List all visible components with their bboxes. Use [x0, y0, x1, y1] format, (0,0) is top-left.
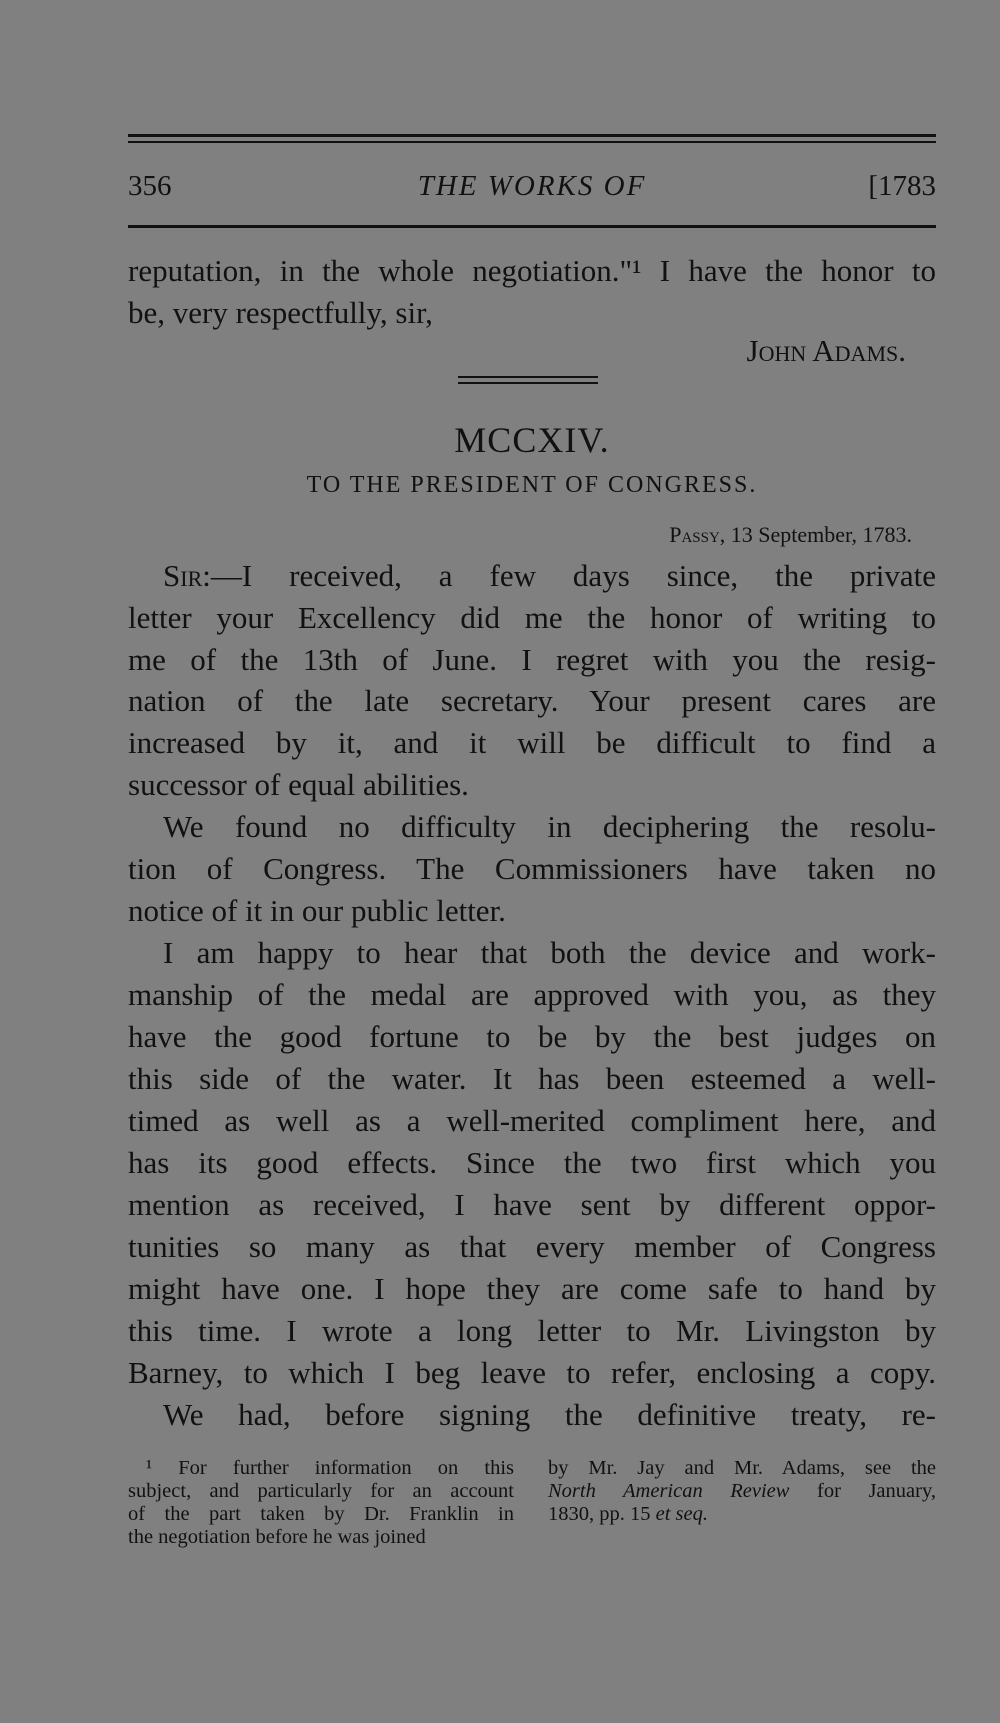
footnote-line: by Mr. Jay and Mr. Adams, see the: [548, 1457, 936, 1479]
section-divider: [458, 376, 598, 378]
text-line: increased by it, and it will be difficult to find a: [128, 725, 936, 760]
journal-title: North American Review: [548, 1480, 790, 1502]
dateline: [128, 520, 912, 550]
top-rule-thick: [128, 134, 936, 137]
text-line: tion of Congress. The Commissioners have taken no: [128, 851, 936, 886]
text-line: We had, before signing the definitive treaty, re-: [163, 1397, 936, 1432]
text-line: I am happy to hear that both the device and work-: [163, 935, 936, 970]
footnote-text: 1830, pp. 15: [548, 1503, 656, 1525]
text-line: notice of it in our public letter.: [128, 893, 506, 928]
text-line: tunities so many as that every member of Congress: [128, 1229, 936, 1264]
footnote-text: for January,: [789, 1480, 936, 1502]
salutation: Sir: [163, 558, 203, 593]
footnote-line: [548, 1480, 936, 1503]
text-line: successor of equal abilities.: [128, 767, 469, 802]
text-line: We found no difficulty in deciphering the resolu-: [163, 809, 936, 844]
dateline-place: Passy,: [669, 522, 726, 547]
text-line: letter your Excellency did me the honor of writing to: [128, 600, 936, 635]
footnote-italic: et seq.: [655, 1503, 708, 1525]
text-line: mention as received, I have sent by different oppor-: [128, 1187, 936, 1222]
section-divider: [458, 382, 598, 384]
footnote-left-column: [128, 1457, 514, 1549]
footnote-line: ¹ For further information on this: [146, 1457, 514, 1479]
text-line: me of the 13th of June. I regret with you the resig-: [128, 642, 936, 677]
text-line: nation of the late secretary. Your present cares are: [128, 683, 936, 718]
text-line: [128, 555, 936, 597]
text-line: Barney, to which I beg leave to refer, enclosing a copy.: [128, 1355, 936, 1390]
text-line: might have one. I hope they are come safe to hand by: [128, 1271, 936, 1306]
dateline-date: 13 September, 1783.: [730, 522, 912, 547]
text-line: this side of the water. It has been esteemed a well-: [128, 1061, 936, 1096]
text-line: reputation, in the whole negotiation."¹ I have the honor to: [128, 253, 936, 288]
page-number: 356: [128, 170, 172, 202]
running-title: THE WORKS OF: [417, 170, 647, 202]
text-line: manship of the medal are approved with you, as they: [128, 977, 936, 1012]
text-line: be, very respectfully, sir,: [128, 295, 433, 330]
footnote-line: the negotiation before he was joined: [128, 1526, 426, 1548]
footnote-right-column: [548, 1457, 936, 1526]
text-line: has its good effects. Since the two first which you: [128, 1145, 936, 1180]
top-rule-thin: [128, 141, 936, 143]
text-line: have the good fortune to be by the best judges on: [128, 1019, 936, 1054]
text-line: this time. I wrote a long letter to Mr. Livingston by: [128, 1313, 936, 1348]
running-header: [128, 170, 936, 210]
footnote-line: of the part taken by Dr. Franklin in: [128, 1503, 514, 1525]
signature: John Adams.: [746, 333, 906, 368]
letter-heading: TO THE PRESIDENT OF CONGRESS.: [306, 472, 758, 498]
header-year: [1783: [868, 170, 936, 202]
letter-number: MCCXIV.: [454, 420, 610, 460]
footnote-line: [548, 1503, 936, 1526]
text-line-content: :—I received, a few days since, the private: [202, 558, 936, 593]
footnote-line: subject, and particularly for an account: [128, 1480, 514, 1502]
header-rule: [128, 225, 936, 228]
text-line: timed as well as a well-merited compliment here, and: [128, 1103, 936, 1138]
